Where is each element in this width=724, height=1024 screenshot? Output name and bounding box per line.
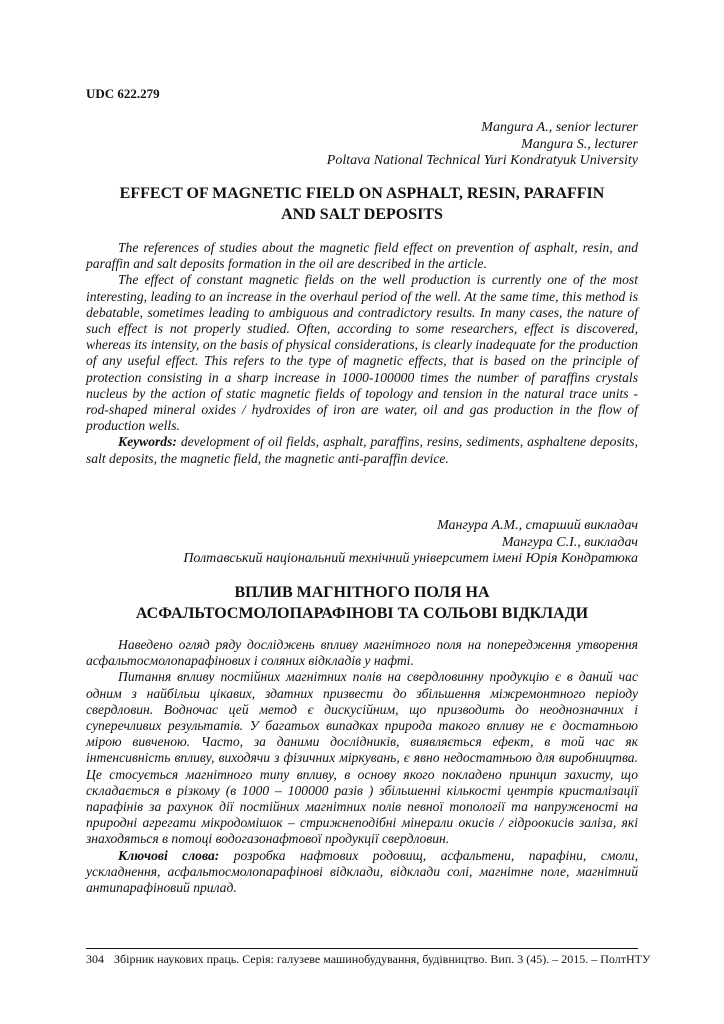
title-line: АСФАЛЬТОСМОЛОПАРАФІНОВІ ТА СОЛЬОВІ ВІДКЛАДИ bbox=[135, 605, 589, 622]
authors-ua bbox=[183, 518, 638, 568]
author-line: Mangura S., lecturer bbox=[521, 136, 638, 152]
abstract-paragraph: The references of studies about the magnetic field effect on prevention of asphalt, resin, and paraffin and salt deposits formation in the oil are described in the article. bbox=[86, 240, 638, 272]
footer-rule bbox=[86, 948, 638, 949]
affiliation: Poltava National Technical Yuri Kondratyuk University bbox=[326, 153, 638, 168]
abstract-en bbox=[86, 240, 638, 467]
author-line: Мангура С.І., викладач bbox=[501, 534, 638, 550]
affiliation: Полтавський національний технічний університет імені Юрія Кондратюка bbox=[183, 551, 638, 566]
keywords-label: Keywords: bbox=[118, 434, 177, 450]
keywords bbox=[86, 434, 638, 466]
title-line: ВПЛИВ МАГНІТНОГО ПОЛЯ НА bbox=[234, 584, 490, 601]
authors-en bbox=[327, 120, 638, 170]
author-line: Мангура А.М., старший викладач bbox=[437, 518, 638, 533]
abstract-paragraph: The effect of constant magnetic fields on the well production is currently one of the most interesting, leading to an increase in the overhaul period of the well. At the same time, this method is debatable, sometimes leading to ambiguous and contradictory results. In many cases, the nature of such effect is not properly studied. Often, according to some researchers, effect is discovered, whereas its intensity, on the basis of physical considerations, is clearly inadequate for the production of any useful effect. This refers to the type of magnetic effects, that is based on the principle of protection consisting in a sharp increase in 1000-100000 times the number of paraffins crystals nucleus by the action of static magnetic fields of topology and tension in the natural trace units - rod-shaped mineral oxides / hydroxides of iron are water, oil and gas production in the flow of production wells. bbox=[86, 272, 638, 434]
abstract-paragraph: Наведено огляд ряду досліджень впливу магнітного поля на попередження утворення асфальтосмолопарафінових і соляних відкладів у нафті. bbox=[86, 637, 638, 669]
keywords bbox=[86, 848, 638, 897]
abstract-ua bbox=[86, 637, 638, 896]
title-en bbox=[86, 183, 638, 225]
page-footer bbox=[86, 952, 651, 967]
abstract-paragraph: Питання впливу постійних магнітних полів на свердловинну продукцію є в даний час одним з найбільш цікавих, здатних призвести до збільшення міжремонтного періоду свердловин. Водночас цей метод є дискусійним, що призводить до неоднозначних і суперечливих результатів. У багатьох випадках природа такого впливу не є достатньою мірою вивченою. Часто, за даними дослідників, виявляється ефект, в той час як інтенсивність впливу, виходячи з фізичних міркувань, є явно недостатньою для виробництва. Це стосується магнітного типу впливу, в основу якого покладено принцип захисту, що складається в різкому (в 1000 – 100000 разів ) збільшенні кількості центрів кристалізації парафінів за рахунок дії постійних магнітних полів певної топології та напруженості на природні агрегати мікродомішок – стрижнеподібні мінерали окисів / гідроокисів заліза, які знаходяться в потоці водогазонафтової продукції свердловин. bbox=[86, 669, 638, 847]
keywords-text: розробка нафтових родовищ, асфальтени, парафіни, смоли, ускладнення, асфальтосмолопарафінові відклади, відклади солі, магнітне поле, магнітний антипарафіновий прилад. bbox=[86, 847, 638, 896]
keywords-text: development of oil fields, asphalt, paraffins, resins, sediments, asphaltene deposits, salt deposits, the magnetic field, the magnetic anti-paraffin device. bbox=[86, 434, 638, 466]
author-line: Mangura A., senior lecturer bbox=[481, 120, 638, 135]
udc-code: UDC 622.279 bbox=[86, 86, 160, 101]
title-ua bbox=[86, 582, 638, 624]
title-line: AND SALT DEPOSITS bbox=[281, 206, 443, 223]
journal-citation: Збірник наукових праць. Серія: галузеве машинобудування, будівництво. Вип. 3 (45). – 2015. – ПолтНТУ bbox=[114, 952, 651, 966]
title-line: EFFECT OF MAGNETIC FIELD ON ASPHALT, RESIN, PARAFFIN bbox=[119, 185, 605, 202]
page-number: 304 bbox=[86, 952, 104, 966]
keywords-label: Ключові слова: bbox=[118, 847, 220, 863]
